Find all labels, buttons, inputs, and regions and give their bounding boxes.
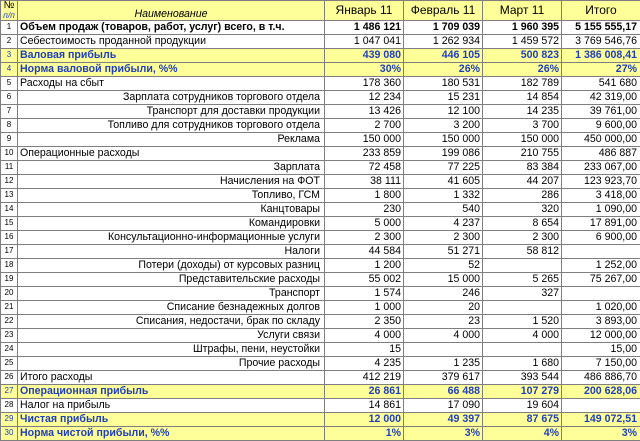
row-label: Итого расходы [18,370,325,384]
row-label: Себестоимость проданной продукции [18,34,325,48]
value-feb [404,342,483,356]
row-number: 2 [1,34,18,48]
row-number: 1 [1,20,18,34]
value-jan: 14 861 [325,398,404,412]
value-jan: 1 200 [325,258,404,272]
table-row [1,34,640,48]
value-feb: 66 488 [404,384,483,398]
value-jan: 12 000 [325,412,404,426]
row-number: 8 [1,118,18,132]
value-feb: 199 086 [404,146,483,160]
table-row [1,384,640,398]
value-mar: 5 265 [483,272,562,286]
value-total: 3 893,00 [562,314,640,328]
value-jan: 150 000 [325,132,404,146]
row-label: Налоги [18,244,325,258]
value-jan: 412 219 [325,370,404,384]
value-mar: 1 960 395 [483,20,562,34]
value-feb: 379 617 [404,370,483,384]
row-number: 28 [1,398,18,412]
row-number: 14 [1,202,18,216]
value-total: 200 628,06 [562,384,640,398]
row-number: 27 [1,384,18,398]
row-label: Топливо, ГСМ [18,188,325,202]
value-total: 123 923,70 [562,174,640,188]
value-total: 233 067,00 [562,160,640,174]
row-label: Расходы на сбыт [18,76,325,90]
table-row [1,342,640,356]
row-label: Прочие расходы [18,356,325,370]
header-month-mar: Март 11 [483,1,562,21]
row-number: 5 [1,76,18,90]
row-label: Зарплата сотрудников торгового отдела [18,90,325,104]
value-feb: 4 000 [404,328,483,342]
header-num-label: № [3,1,15,11]
table-row [1,356,640,370]
value-feb: 150 000 [404,132,483,146]
table-row [1,286,640,300]
table-row [1,202,640,216]
value-total: 486 886,70 [562,370,640,384]
value-mar: 150 000 [483,132,562,146]
row-number: 15 [1,216,18,230]
value-mar [483,300,562,314]
value-total: 42 319,00 [562,90,640,104]
value-mar: 87 675 [483,412,562,426]
value-feb: 540 [404,202,483,216]
value-jan: 15 [325,342,404,356]
value-jan: 26 861 [325,384,404,398]
row-label: Операционная прибыль [18,384,325,398]
value-jan: 2 300 [325,230,404,244]
table-row [1,258,640,272]
value-total: 12 000,00 [562,328,640,342]
value-feb: 49 397 [404,412,483,426]
row-label: Зарплата [18,160,325,174]
row-label: Списания, недостачи, брак по складу [18,314,325,328]
row-number: 18 [1,258,18,272]
value-total: 5 155 555,17 [562,20,640,34]
value-jan: 1 800 [325,188,404,202]
value-total: 1 090,00 [562,202,640,216]
value-jan: 5 000 [325,216,404,230]
value-total: 15,00 [562,342,640,356]
table-row [1,272,640,286]
value-mar [483,258,562,272]
value-mar: 58 812 [483,244,562,258]
row-number: 13 [1,188,18,202]
row-number: 3 [1,48,18,62]
row-number: 19 [1,272,18,286]
value-mar: 2 300 [483,230,562,244]
value-mar: 1 520 [483,314,562,328]
value-mar [483,342,562,356]
table-row [1,412,640,426]
row-number: 17 [1,244,18,258]
value-mar: 320 [483,202,562,216]
value-jan: 2 700 [325,118,404,132]
table-row [1,314,640,328]
value-mar: 26% [483,62,562,76]
table-row [1,216,640,230]
row-label: Штрафы, пени, неустойки [18,342,325,356]
row-label: Командировки [18,216,325,230]
value-feb: 51 271 [404,244,483,258]
row-number: 10 [1,146,18,160]
value-total: 3 769 546,76 [562,34,640,48]
value-feb: 1 332 [404,188,483,202]
table-row [1,132,640,146]
value-feb: 3% [404,426,483,440]
table-row [1,398,640,412]
value-mar: 3 700 [483,118,562,132]
row-label: Валовая прибыль [18,48,325,62]
header-total: Итого [562,1,640,21]
value-feb: 15 000 [404,272,483,286]
value-jan: 13 426 [325,104,404,118]
value-jan: 1 047 041 [325,34,404,48]
row-label: Услуги связи [18,328,325,342]
value-mar: 182 789 [483,76,562,90]
value-mar: 8 654 [483,216,562,230]
row-label: Норма чистой прибыли, %% [18,426,325,440]
header-num-cell [1,1,18,21]
value-jan: 44 584 [325,244,404,258]
value-feb: 23 [404,314,483,328]
value-mar: 286 [483,188,562,202]
table-row [1,62,640,76]
value-feb: 12 100 [404,104,483,118]
value-feb: 52 [404,258,483,272]
table-row [1,48,640,62]
header-month-jan: Январь 11 [325,1,404,21]
row-label: Чистая прибыль [18,412,325,426]
row-number: 24 [1,342,18,356]
value-total: 3 418,00 [562,188,640,202]
value-total: 450 000,00 [562,132,640,146]
value-total: 7 150,00 [562,356,640,370]
value-mar: 14 854 [483,90,562,104]
row-label: Реклама [18,132,325,146]
value-total: 27% [562,62,640,76]
value-jan: 1% [325,426,404,440]
row-number: 4 [1,62,18,76]
table-row [1,300,640,314]
table-row [1,230,640,244]
value-mar: 4% [483,426,562,440]
row-label: Представительские расходы [18,272,325,286]
value-mar: 19 604 [483,398,562,412]
row-number: 20 [1,286,18,300]
table-row [1,174,640,188]
row-number: 26 [1,370,18,384]
value-feb: 1 709 039 [404,20,483,34]
value-jan: 230 [325,202,404,216]
value-total [562,398,640,412]
value-total: 6 900,00 [562,230,640,244]
header-month-feb: Февраль 11 [404,1,483,21]
value-total: 39 761,00 [562,104,640,118]
value-feb: 41 605 [404,174,483,188]
row-number: 21 [1,300,18,314]
value-total: 1 386 008,41 [562,48,640,62]
row-number: 29 [1,412,18,426]
value-mar: 1 459 572 [483,34,562,48]
value-total: 17 891,00 [562,216,640,230]
row-label: Списание безнадежных долгов [18,300,325,314]
value-total: 3% [562,426,640,440]
row-number: 12 [1,174,18,188]
value-mar: 327 [483,286,562,300]
row-label: Потери (доходы) от курсовых разниц [18,258,325,272]
value-total [562,286,640,300]
value-mar: 44 207 [483,174,562,188]
value-feb: 246 [404,286,483,300]
value-total [562,244,640,258]
value-mar: 4 000 [483,328,562,342]
value-total: 149 072,51 [562,412,640,426]
row-label: Норма валовой прибыли, %% [18,62,325,76]
table-row [1,20,640,34]
value-total: 486 887 [562,146,640,160]
row-label: Консультационно-информационные услуги [18,230,325,244]
value-mar: 1 680 [483,356,562,370]
value-jan: 4 000 [325,328,404,342]
value-feb: 15 231 [404,90,483,104]
table-row [1,426,640,440]
table-row [1,188,640,202]
header-row [1,1,640,21]
row-label: Объем продаж (товаров, работ, услуг) всего, в т.ч. [18,20,325,34]
value-feb: 77 225 [404,160,483,174]
value-total: 1 020,00 [562,300,640,314]
value-mar: 107 279 [483,384,562,398]
value-mar: 14 235 [483,104,562,118]
table-row [1,328,640,342]
table-row [1,370,640,384]
value-mar: 210 755 [483,146,562,160]
table-row [1,90,640,104]
value-feb: 3 200 [404,118,483,132]
value-total: 541 680 [562,76,640,90]
header-num-sub: п/п [3,11,15,20]
table-row [1,104,640,118]
row-label: Топливо для сотрудников торгового отдела [18,118,325,132]
value-jan: 1 000 [325,300,404,314]
value-feb: 1 262 934 [404,34,483,48]
value-feb: 4 237 [404,216,483,230]
value-jan: 55 002 [325,272,404,286]
row-number: 11 [1,160,18,174]
value-feb: 20 [404,300,483,314]
value-feb: 446 105 [404,48,483,62]
row-label: Налог на прибыль [18,398,325,412]
table-row [1,118,640,132]
value-total: 1 252,00 [562,258,640,272]
row-label: Транспорт [18,286,325,300]
value-mar: 500 823 [483,48,562,62]
value-jan: 12 234 [325,90,404,104]
row-label: Начисления на ФОТ [18,174,325,188]
value-jan: 1 574 [325,286,404,300]
row-number: 30 [1,426,18,440]
row-number: 6 [1,90,18,104]
row-number: 25 [1,356,18,370]
value-feb: 1 235 [404,356,483,370]
value-total: 9 600,00 [562,118,640,132]
value-jan: 30% [325,62,404,76]
table-row [1,244,640,258]
value-feb: 17 090 [404,398,483,412]
value-jan: 233 859 [325,146,404,160]
row-number: 16 [1,230,18,244]
table-row [1,146,640,160]
row-number: 23 [1,328,18,342]
value-jan: 2 350 [325,314,404,328]
value-jan: 72 458 [325,160,404,174]
value-feb: 2 300 [404,230,483,244]
header-name-cell: Наименование [18,1,325,21]
value-jan: 1 486 121 [325,20,404,34]
table-row [1,76,640,90]
row-number: 22 [1,314,18,328]
value-feb: 180 531 [404,76,483,90]
value-jan: 38 111 [325,174,404,188]
row-number: 9 [1,132,18,146]
row-label: Операционные расходы [18,146,325,160]
table-row [1,160,640,174]
value-mar: 393 544 [483,370,562,384]
table-body [1,20,640,440]
value-mar: 83 384 [483,160,562,174]
value-total: 75 267,00 [562,272,640,286]
value-jan: 178 360 [325,76,404,90]
value-jan: 439 080 [325,48,404,62]
value-feb: 26% [404,62,483,76]
row-label: Транспорт для доставки продукции [18,104,325,118]
row-number: 7 [1,104,18,118]
row-label: Канцтовары [18,202,325,216]
value-jan: 4 235 [325,356,404,370]
